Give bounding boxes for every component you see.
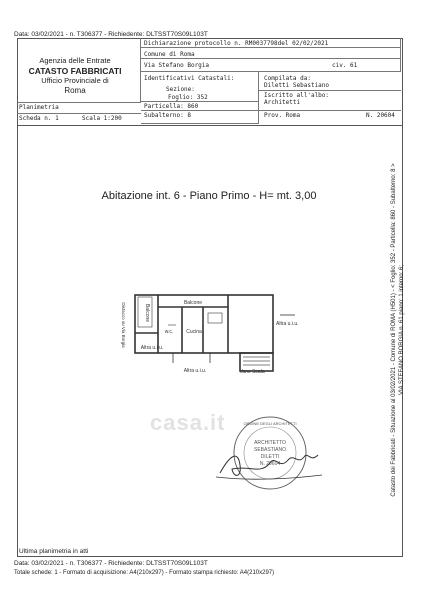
- stamp-line-2: SEBASTIANO: [254, 447, 286, 453]
- altra-uiu-bottom-label: Altra u.i.u.: [183, 368, 207, 374]
- particella-divider: [141, 110, 259, 111]
- catasto-title: CATASTO FABBRICATI: [28, 66, 122, 76]
- compilata-divider: [259, 90, 401, 91]
- side-text-line-2: VIA STEFANO BORGIA n. 61 piano: 1 interno: 6;: [399, 264, 405, 396]
- stamp-line-3: DILETTI: [260, 454, 280, 460]
- compilata-label: Compilata da:: [264, 75, 311, 82]
- distacco-label: Distacco su Via Borgia: [121, 302, 126, 348]
- ufficio-city: Roma: [64, 86, 86, 95]
- prov-text: Prov. Roma: [264, 112, 301, 119]
- cucina-label: Cucina: [186, 329, 202, 335]
- civico-text: civ. 61: [332, 62, 358, 69]
- agency-block: [20, 56, 130, 96]
- particella-text: Particella: 860: [144, 103, 199, 110]
- ufficio-line: Ufficio Provinciale di: [41, 76, 109, 85]
- foglio-divider: [141, 101, 259, 102]
- sezione-text: Sezione:: [166, 86, 195, 93]
- planimetria-mid-line: [17, 113, 141, 114]
- planimetria-top-line: [17, 102, 141, 103]
- scala-text: Scala 1:200: [82, 115, 122, 122]
- signature: [210, 435, 330, 485]
- albo-divider: [259, 110, 401, 111]
- identificativi-label: Identificativi Catastali:: [144, 75, 235, 82]
- scheda-text: Scheda n. 1: [19, 115, 59, 122]
- side-text-line-1: Catasto dei Fabbricati - Situazione al 03/02/2021 - Comune di ROMA (H501) - < Foglio: 352 - Particella: 860 - Subalterno: 8 >: [391, 163, 397, 497]
- stamp-ring-text: ORDINE DEGLI ARCHITETTI: [243, 421, 297, 426]
- footer-schede-line: Totale schede: 1 - Formato di acquisizione: A4(210x297) - Formato stampa richiesto: A4(210x297): [14, 570, 275, 576]
- altra-uiu-left-label: Altra u.i.u.: [140, 345, 164, 351]
- agency-name: Agenzia delle Entrate: [39, 56, 111, 65]
- dichiarazione-text: Dichiarazione protocollo n. RM0037798del 02/02/2021: [144, 40, 329, 47]
- planimetria-label: Planimetria: [19, 104, 59, 111]
- balcone-top-label: Balcone: [183, 300, 203, 306]
- iscritto-label: Iscritto all'albo:: [264, 92, 330, 99]
- via-text: Via Stefano Borgia: [144, 62, 210, 69]
- watermark: casa.it: [150, 410, 226, 435]
- comune-text: Comune di Roma: [144, 51, 195, 58]
- vano-scala-label: Vano Scala: [239, 369, 265, 375]
- compilatore-name: Diletti Sebastiano: [264, 82, 330, 89]
- top-request-line: Data: 03/02/2021 - n. T306377 - Richiedente: DLTSST70S09L103T: [14, 31, 208, 38]
- numero-iscrizione: N. 20604: [366, 112, 395, 119]
- foglio-text: Foglio: 352: [168, 94, 208, 101]
- ultima-planimetria: Ultima planimetria in atti: [19, 548, 89, 555]
- wc-label: w.c.: [164, 329, 174, 335]
- stamp-line-4: N. 20604: [259, 461, 281, 467]
- altra-uiu-right-label: Altra u.i.u.: [276, 321, 299, 327]
- footer-data-line: Data: 03/02/2021 - n. T306377 - Richiedente: DLTSST70S09L103T: [14, 560, 208, 567]
- drawing-title: Abitazione int. 6 - Piano Primo - H= mt. 3,00: [101, 190, 317, 202]
- stamp-line-1: ARCHITETTO: [254, 440, 286, 446]
- subalterno-text: Subalterno: 8: [144, 112, 191, 119]
- albo-name: Architetti: [264, 99, 301, 106]
- balcone-left-label: Balcone: [144, 303, 150, 323]
- floor-plan: [110, 285, 310, 385]
